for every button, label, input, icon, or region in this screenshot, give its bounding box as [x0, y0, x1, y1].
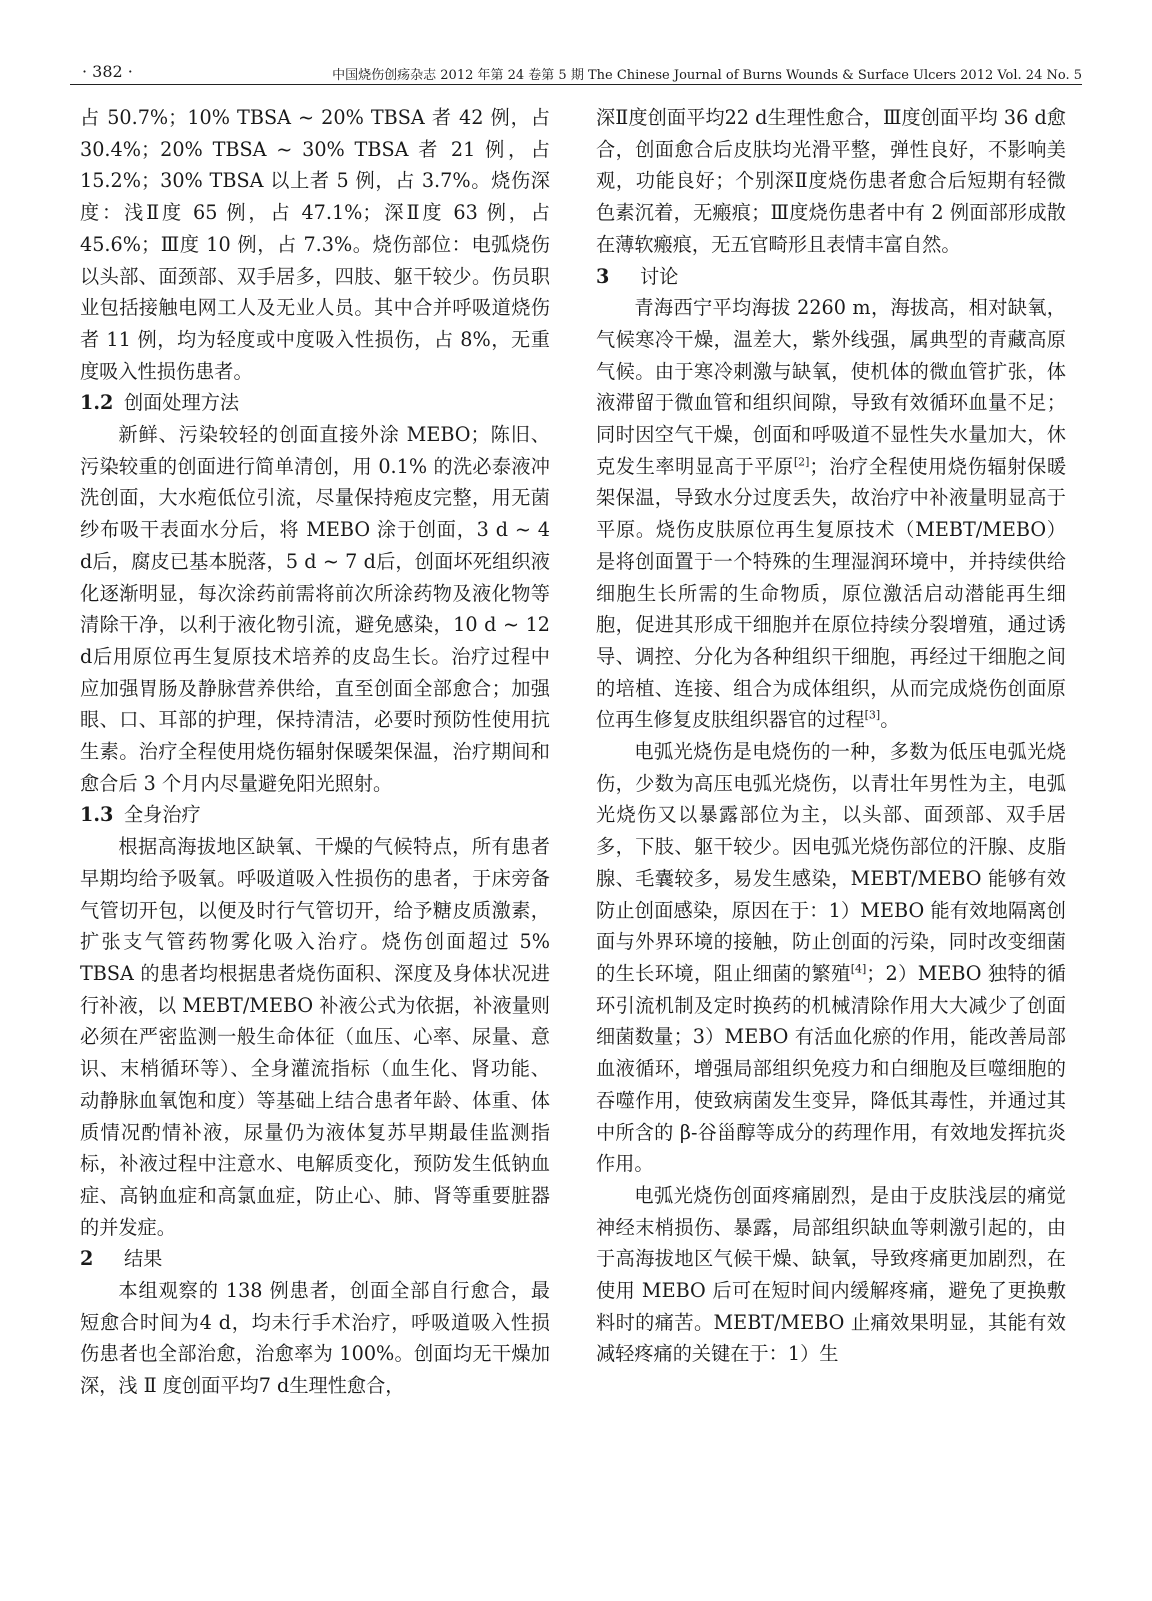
- text-run: 电弧光烧伤是电烧伤的一种，多数为低压电弧光烧伤，少数为高压电弧光烧伤，以青壮年男性为主，电弧光烧伤又以暴露部位为主，以头部、面颈部、双手居多，下肢、躯干较少。因电弧光烧伤部位的汗腺、皮脂腺、毛囊较多，易发生感染，MEBT/MEBO 能够有效防止创面感染，原因在于：1）MEBO 能有效地隔离创面与外界环境的接触，防止创面的污染，同时改变细菌的生长环境，阻止细菌的繁殖: [596, 740, 1066, 985]
- paragraph-systemic-treatment: 根据高海拔地区缺氧、干燥的气候特点，所有患者早期均给予吸氧。呼吸道吸入性损伤的患者，于床旁备气管切开包，以便及时行气管切开，给予糖皮质激素，扩张支气管药物雾化吸入治疗。烧伤创面超过 5% TBSA 的患者均根据患者烧伤面积、深度及身体状况进行补液，以 MEBT/MEBO 补液公式为依据，补液量则必须在严密监测一般生命体征（血压、心率、尿量、意识、末梢循环等）、全身灌流指标（血生化、肾功能、动静脉血氧饱和度）等基础上结合患者年龄、体重、体质情况酌情补液，尿量仍为液体复苏早期最佳监测指标，补液过程中注意水、电解质变化，预防发生低钠血症、高钠血症和高氯血症，防止心、肺、肾等重要脏器的并发症。: [80, 835, 550, 1239]
- section-number: 1.3: [80, 803, 114, 827]
- paragraph-results-continued: 深Ⅱ度创面平均22 d生理性愈合，Ⅲ度创面平均 36 d愈合，创面愈合后皮肤均光滑平整，弹性良好，不影响美观，功能良好；个别深Ⅱ度烧伤患者愈合后短期有轻微色素沉着，无瘢痕；Ⅲ度烧伤患者中有 2 例面部形成散在薄软瘢痕，无五官畸形且表情丰富自然。: [596, 106, 1066, 256]
- section-heading-1-2: [80, 387, 550, 419]
- section-number: 1.2: [80, 391, 114, 415]
- section-number: 2: [80, 1247, 94, 1271]
- section-title: 创面处理方法: [124, 391, 240, 415]
- section-number: 3: [596, 264, 610, 288]
- section-title: 全身治疗: [124, 803, 201, 827]
- header-rule: [70, 84, 1082, 85]
- citation-ref: [4]: [850, 962, 867, 976]
- text-run: ；治疗全程使用烧伤辐射保暖架保温，导致水分过度丢失，故治疗中补液量明显高于平原。烧伤皮肤原位再生复原技术（MEBT/MEBO）是将创面置于一个特殊的生理湿润环境中，并持续供给细胞生长所需的生命物质，原位激活启动潜能再生细胞，促进其形成干细胞并在原位持续分裂增殖，通过诱导、调控、分化为各种组织干细胞，再经过干细胞之间的培植、连接、组合为成体组织，从而完成烧伤创面原位再生修复皮肤组织器官的过程: [596, 454, 1067, 732]
- page-number: · 382 ·: [82, 62, 133, 81]
- section-heading-3: [596, 261, 1066, 293]
- section-title: 讨论: [640, 264, 679, 288]
- right-column: [596, 102, 1066, 1370]
- paragraph-wound-treatment: 新鲜、污染较轻的创面直接外涂 MEBO；陈旧、污染较重的创面进行简单清创，用 0.1% 的洗必泰液冲洗创面，大水疱低位引流，尽量保持疱皮完整，用无菌纱布吸干表面水分后，将 MEBO 涂于创面，3 d ~ 4 d后，腐皮已基本脱落，5 d ~ 7 d后，创面坏死组织液化逐渐明显，每次涂药前需将前次所涂药物及液化物等清除干净，以利于液化物引流，避免感染，10 d ~ 12 d后用原位再生复原技术培养的皮岛生长。治疗过程中应加强胃肠及静脉营养供给，直至创面全部愈合；加强眼、口、耳部的护理，保持清洁，必要时预防性使用抗生素。治疗全程使用烧伤辐射保暖架保温，治疗期间和愈合后 3 个月内尽量避免阳光照射。: [80, 423, 550, 795]
- text-run: ；2）MEBO 独特的循环引流机制及定时换药的机械清除作用大大减少了创面细菌数量；3）MEBO 有活血化瘀的作用，能改善局部血液循环，增强局部组织免疫力和白细胞及巨噬细胞的吞噬作用，使致病菌发生变异，降低其毒性，并通过其中所含的 β-谷甾醇等成分的药理作用，有效地发挥抗炎作用。: [596, 961, 1066, 1176]
- text-run: 青海西宁平均海拔 2260 m，海拔高，相对缺氧，气候寒冷干燥，温差大，紫外线强，属典型的青藏高原气候。由于寒冷刺激与缺氧，使机体的微血管扩张，体液滞留于微血管和组织间隙，导致有效循环血量不足；同时因空气干燥，创面和呼吸道不显性失水量加大，休克发生率明显高于平原: [596, 296, 1066, 478]
- citation-ref: [3]: [864, 708, 881, 722]
- section-heading-1-3: [80, 799, 550, 831]
- citation-ref: [2]: [793, 455, 810, 469]
- running-title: 中国烧伤创疡杂志 2012 年第 24 卷第 5 期 The Chinese Journal of Burns Wounds & Surface Ulcers 2012 Vol. 24 No. 5: [332, 68, 1082, 83]
- paragraph-discussion-infection: [596, 736, 1066, 1180]
- text-run: 。: [880, 708, 900, 732]
- section-heading-2: [80, 1243, 550, 1275]
- paragraph-discussion-pain: 电弧光烧伤创面疼痛剧烈，是由于皮肤浅层的痛觉神经末梢损伤、暴露，局部组织缺血等刺激引起的，由于高海拔地区气候干燥、缺氧，导致疼痛更加剧烈，在使用 MEBO 后可在短时间内缓解疼痛，避免了更换敷料时的痛苦。MEBT/MEBO 止痛效果明显，其能有效减轻疼痛的关键在于：1）生: [596, 1183, 1066, 1366]
- paragraph-results: 本组观察的 138 例患者，创面全部自行愈合，最短愈合时间为4 d，均未行手术治疗，呼吸道吸入性损伤患者也全部治愈，治愈率为 100%。创面均无干燥加深，浅 Ⅱ 度创面平均7 d生理性愈合，: [80, 1279, 550, 1398]
- section-title: 结果: [124, 1247, 163, 1271]
- left-column: [80, 102, 550, 1402]
- paragraph-burn-stats: 占 50.7%；10% TBSA ~ 20% TBSA 者 42 例，占 30.4%；20% TBSA ~ 30% TBSA 者 21 例，占 15.2%；30% TBSA 以上者 5 例，占 3.7%。烧伤深度：浅Ⅱ度 65 例，占 47.1%；深Ⅱ度 63 例，占 45.6%；Ⅲ度 10 例，占 7.3%。烧伤部位：电弧烧伤以头部、面颈部、双手居多，四肢、躯干较少。伤员职业包括接触电网工人及无业人员。其中合并呼吸道烧伤者 11 例，均为轻度或中度吸入性损伤，占 8%，无重度吸入性损伤患者。: [80, 106, 550, 383]
- paragraph-discussion-climate: [596, 292, 1066, 736]
